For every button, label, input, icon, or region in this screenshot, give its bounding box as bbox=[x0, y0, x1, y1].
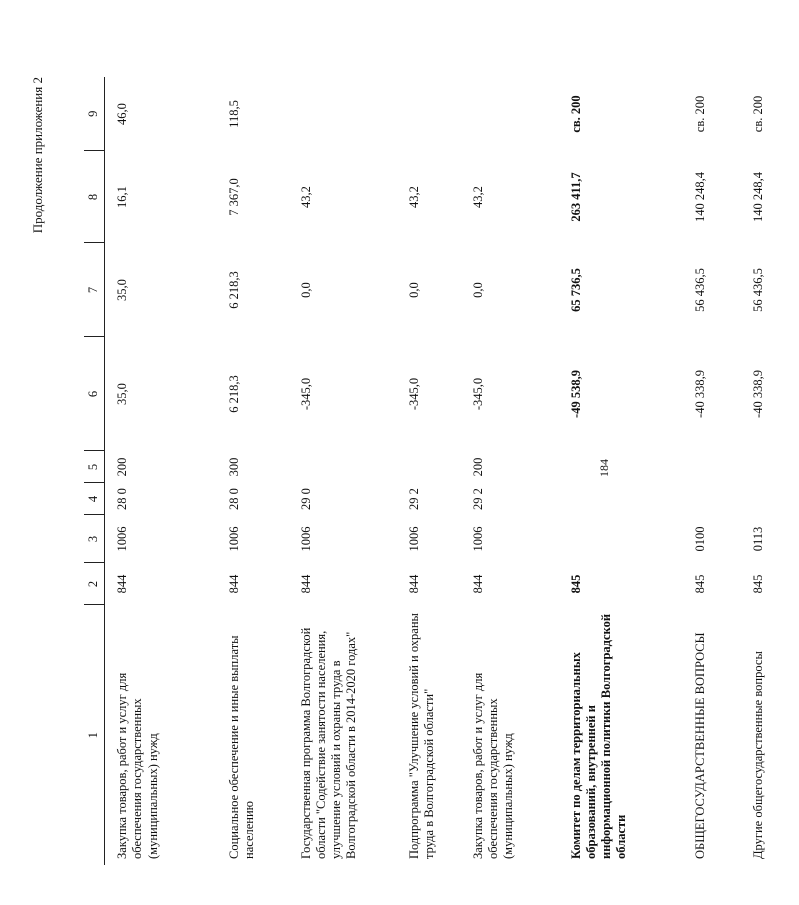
change-amount: -40 338,9 bbox=[692, 370, 707, 418]
percent-value: св. 200 bbox=[750, 95, 765, 133]
program-code: 29 2 bbox=[470, 488, 485, 510]
approved-amount: 35,0 bbox=[115, 279, 129, 301]
percent-value bbox=[461, 77, 559, 151]
section-code: 1006 bbox=[406, 526, 421, 552]
column-header: 7 bbox=[84, 243, 105, 337]
program-code bbox=[559, 483, 683, 515]
ministry-code: 844 bbox=[406, 574, 421, 594]
change-amount: -345,0 bbox=[298, 377, 313, 411]
revised-amount: 140 248,4 bbox=[692, 172, 707, 222]
column-header: 2 bbox=[84, 563, 105, 605]
column-header: 6 bbox=[84, 337, 105, 451]
approved-amount: 0,0 bbox=[298, 282, 313, 298]
ministry-code: 844 bbox=[470, 574, 485, 594]
row-name: Закупка товаров, работ и услуг для обеспечения государственных (муниципальных) нужд bbox=[115, 672, 160, 859]
percent-value bbox=[289, 77, 397, 151]
section-code: 1006 bbox=[115, 526, 129, 552]
section-code: 1006 bbox=[298, 526, 313, 552]
section-code: 1006 bbox=[470, 526, 485, 552]
expense-type-code bbox=[683, 451, 741, 483]
continuation-title: Продолжение приложения 2 bbox=[30, 77, 45, 234]
table-row bbox=[741, 77, 799, 865]
percent-value: 46,0 bbox=[115, 103, 129, 125]
column-header: 4 bbox=[84, 483, 105, 515]
approved-amount: 6 218,3 bbox=[226, 271, 241, 309]
approved-amount: 0,0 bbox=[406, 282, 421, 298]
table-row bbox=[461, 77, 559, 865]
ministry-code: 845 bbox=[750, 574, 765, 594]
table-row bbox=[289, 77, 397, 865]
percent-value bbox=[397, 77, 461, 151]
approved-amount: 56 436,5 bbox=[750, 268, 765, 312]
column-header: 5 bbox=[84, 451, 105, 483]
change-amount: 35,0 bbox=[115, 383, 129, 405]
table-row bbox=[105, 77, 217, 865]
expense-type-code bbox=[397, 451, 461, 483]
table-row bbox=[217, 77, 289, 865]
ministry-code: 844 bbox=[115, 574, 129, 594]
program-code bbox=[741, 483, 799, 515]
revised-amount: 16,1 bbox=[115, 186, 129, 208]
program-code: 29 2 bbox=[406, 488, 421, 510]
budget-table bbox=[84, 77, 799, 865]
row-name: Комитет по делам территориальных образований, внутренней и информационной политики Волгоградской области bbox=[568, 613, 629, 859]
row-name: Закупка товаров, работ и услуг для обеспечения государственных (муниципальных) нужд bbox=[470, 672, 515, 859]
percent-value: св. 200 bbox=[568, 95, 583, 133]
change-amount: -345,0 bbox=[470, 377, 485, 411]
expense-type-code bbox=[289, 451, 397, 483]
percent-value: св. 200 bbox=[692, 95, 707, 133]
table-row bbox=[559, 77, 683, 865]
percent-value: 118,5 bbox=[226, 100, 241, 128]
column-header: 3 bbox=[84, 515, 105, 563]
row-name: Социальное обеспечение и иные выплаты населению bbox=[226, 635, 256, 859]
revised-amount: 7 367,0 bbox=[226, 178, 241, 216]
section-code: 0113 bbox=[750, 526, 765, 552]
row-name: Государственная программа Волгоградской области "Содействие занятости населения, улучшение условий и охраны труда в Волгоградской области в 2014-2020 годах" bbox=[298, 627, 359, 859]
column-header: 8 bbox=[84, 151, 105, 243]
expense-type-code: 200 bbox=[115, 457, 129, 477]
program-code: 28 0 bbox=[115, 488, 129, 510]
column-header: 9 bbox=[84, 77, 105, 151]
column-header: 1 bbox=[84, 605, 105, 865]
row-name: ОБЩЕГОСУДАРСТВЕННЫЕ ВОПРОСЫ bbox=[692, 632, 707, 859]
row-name: Подпрограмма "Улучшение условий и охраны труда в Волгоградской области" bbox=[406, 613, 436, 859]
ministry-code: 845 bbox=[568, 574, 583, 594]
expense-type-code bbox=[559, 451, 683, 483]
section-code: 1006 bbox=[226, 526, 241, 552]
expense-type-code bbox=[741, 451, 799, 483]
expense-type-code: 300 bbox=[226, 457, 241, 477]
page-number: 184 bbox=[597, 459, 611, 477]
section-code: 0100 bbox=[692, 526, 707, 552]
change-amount: -49 538,9 bbox=[568, 370, 583, 418]
header-row bbox=[84, 77, 105, 865]
program-code: 29 0 bbox=[298, 488, 313, 510]
program-code: 28 0 bbox=[226, 488, 241, 510]
section-code bbox=[559, 515, 683, 563]
revised-amount: 263 411,7 bbox=[568, 172, 583, 222]
ministry-code: 844 bbox=[226, 574, 241, 594]
ministry-code: 845 bbox=[692, 574, 707, 594]
expense-type-code: 200 bbox=[470, 457, 485, 477]
table-row bbox=[397, 77, 461, 865]
row-name: Другие общегосударственные вопросы bbox=[750, 651, 765, 859]
approved-amount: 65 736,5 bbox=[568, 268, 583, 312]
approved-amount: 0,0 bbox=[470, 282, 485, 298]
approved-amount: 56 436,5 bbox=[692, 268, 707, 312]
revised-amount: 43,2 bbox=[406, 186, 421, 208]
change-amount: -345,0 bbox=[406, 377, 421, 411]
ministry-code: 844 bbox=[298, 574, 313, 594]
revised-amount: 43,2 bbox=[470, 186, 485, 208]
change-amount: -40 338,9 bbox=[750, 370, 765, 418]
revised-amount: 140 248,4 bbox=[750, 172, 765, 222]
revised-amount: 43,2 bbox=[298, 186, 313, 208]
table-row bbox=[683, 77, 741, 865]
table-body bbox=[105, 77, 799, 865]
change-amount: 6 218,3 bbox=[226, 375, 241, 413]
program-code bbox=[683, 483, 741, 515]
